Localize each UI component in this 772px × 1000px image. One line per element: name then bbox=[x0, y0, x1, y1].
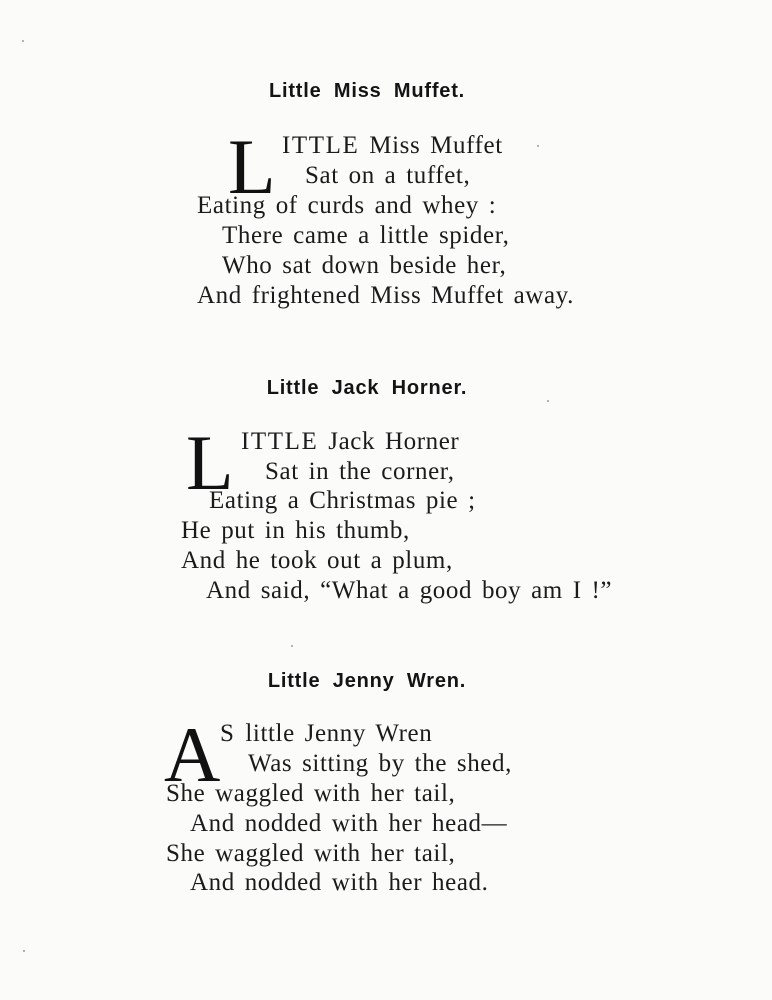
poem-title-miss-muffet: Little Miss Muffet. bbox=[268, 80, 466, 102]
scan-speck bbox=[547, 400, 549, 402]
poem-line-6: And nodded with her head. bbox=[190, 869, 489, 896]
poem-line-5: She waggled with her tail, bbox=[166, 840, 456, 867]
lead-word: ITTLE bbox=[282, 132, 360, 159]
poem-line-3: She waggled with her tail, bbox=[166, 780, 456, 807]
drop-cap: A bbox=[164, 711, 221, 798]
poem-line-2: Was sitting by the shed, bbox=[248, 750, 512, 777]
drop-cap: L bbox=[186, 419, 234, 506]
poem-line-4: And nodded with her head— bbox=[190, 810, 508, 837]
first-line-rest: Miss Muffet bbox=[369, 132, 503, 159]
poem-line-6: And said, “What a good boy am I !” bbox=[206, 577, 613, 604]
poem-line-1 bbox=[241, 428, 459, 456]
poem-line-1 bbox=[220, 720, 432, 748]
poem-line-4: He put in his thumb, bbox=[181, 517, 410, 544]
lead-word: ITTLE bbox=[241, 428, 319, 455]
poem-line-2: Sat in the corner, bbox=[265, 458, 455, 485]
first-line-rest: little Jenny Wren bbox=[245, 720, 433, 747]
poem-line-5: And he took out a plum, bbox=[181, 547, 453, 574]
scan-speck bbox=[537, 145, 539, 147]
poem-line-3: Eating a Christmas pie ; bbox=[209, 487, 476, 514]
poem-line-4: There came a little spider, bbox=[222, 222, 510, 249]
poem-line-5: Who sat down beside her, bbox=[222, 252, 507, 279]
scan-speck bbox=[291, 645, 293, 647]
poem-title-jack-horner: Little Jack Horner. bbox=[266, 377, 468, 399]
drop-cap: L bbox=[228, 123, 276, 210]
first-line-rest: Jack Horner bbox=[328, 428, 460, 455]
scan-speck bbox=[23, 950, 25, 952]
poem-line-2: Sat on a tuffet, bbox=[305, 162, 471, 189]
poem-line-6: And frightened Miss Muffet away. bbox=[197, 282, 574, 309]
lead-word: S bbox=[220, 720, 236, 747]
poem-title-jenny-wren: Little Jenny Wren. bbox=[267, 670, 467, 692]
scan-speck bbox=[22, 40, 24, 42]
poem-line-3: Eating of curds and whey : bbox=[197, 192, 497, 219]
poem-line-1 bbox=[282, 132, 503, 160]
